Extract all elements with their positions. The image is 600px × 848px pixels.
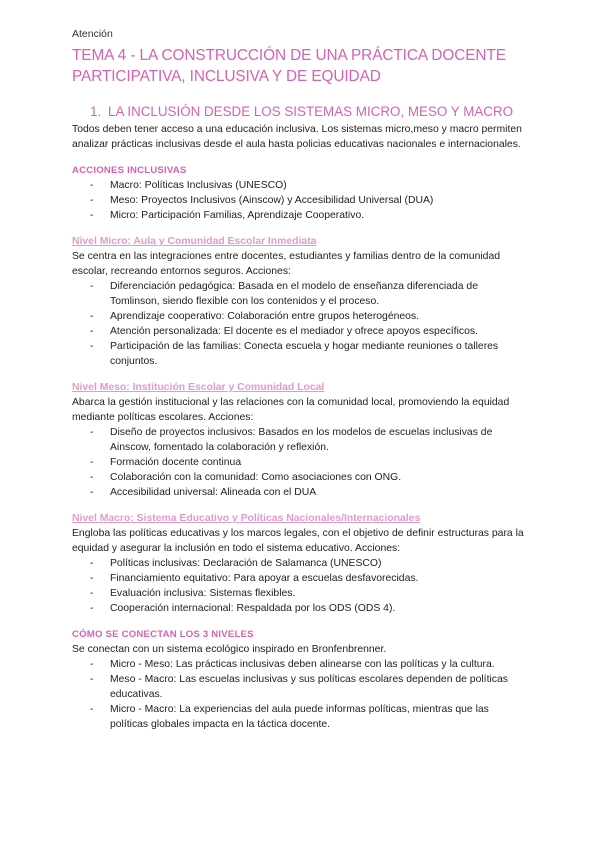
micro-list — [72, 279, 528, 369]
acciones-heading: ACCIONES INCLUSIVAS — [72, 165, 187, 176]
list-item: - Diseño de proyectos inclusivos: Basados en los modelos de escuelas inclusivas de Ainscow, fomentado la colaboración y reflexión. — [90, 427, 493, 453]
acciones-list — [72, 178, 528, 223]
document-page — [72, 28, 528, 732]
list-item: - Financiamiento equitativo: Para apoyar a escuelas desfavorecidas. — [90, 573, 419, 584]
list-item: - Aprendizaje cooperativo: Colaboración entre grupos heterogéneos. — [90, 311, 420, 322]
list-item: - Políticas inclusivas: Declaración de Salamanca (UNESCO) — [90, 558, 382, 569]
section-number: 1. — [90, 104, 102, 119]
meso-heading: Nivel Meso: Institución Escolar y Comunidad Local — [72, 382, 325, 393]
conexion-heading: CÓMO SE CONECTAN LOS 3 NIVELES — [72, 629, 254, 640]
section-intro: Todos deben tener acceso a una educación inclusiva. Los sistemas micro,meso y macro permiten analizar prácticas inclusivas desde el aula hasta policias educativas nacionales e internacionales. — [72, 124, 522, 150]
micro-heading: Nivel Micro: Aula y Comunidad Escolar Inmediata — [72, 236, 317, 247]
list-item: - Meso: Proyectos Inclusivos (Ainscow) y Accesibilidad Universal (DUA) — [90, 195, 434, 206]
header-label: Atención — [72, 28, 113, 40]
section-heading-text: LA INCLUSIÓN DESDE LOS SISTEMAS MICRO, MESO Y MACRO — [108, 104, 514, 119]
list-item: - Evaluación inclusiva: Sistemas flexibles. — [90, 588, 296, 599]
list-item: - Micro - Macro: La experiencias del aula puede informas políticas, mientras que las políticas globales impacta en la táctica docente. — [90, 704, 489, 730]
list-item: - Formación docente continua — [90, 457, 242, 468]
list-item: - Participación de las familias: Conecta escuela y hogar mediante reuniones o talleres conjuntos. — [90, 341, 499, 367]
list-item: - Cooperación internacional: Respaldada por los ODS (ODS 4). — [90, 603, 396, 614]
micro-intro: Se centra en las integraciones entre docentes, estudiantes y familias dentro de la comunidad escolar, recreando entornos seguros. Acciones: — [72, 251, 501, 277]
list-item: - Micro: Participación Familias, Aprendizaje Cooperativo. — [90, 210, 365, 221]
macro-heading: Nivel Macro: Sistema Educativo y Políticas Nacionales/Internacionales — [72, 513, 421, 524]
conexion-intro: Se conectan con un sistema ecológico inspirado en Bronfenbrenner. — [72, 644, 387, 655]
conexion-list — [72, 657, 528, 732]
list-item: - Atención personalizada: El docente es el mediador y ofrece apoyos específicos. — [90, 326, 478, 337]
meso-intro: Abarca la gestión institucional y las relaciones con la comunidad local, promoviendo la equidad mediante políticas escolares. Acciones: — [72, 397, 510, 423]
list-item: - Micro - Meso: Las prácticas inclusivas deben alinearse con las políticas y la cultura. — [90, 659, 495, 670]
list-item: - Colaboración con la comunidad: Como asociaciones con ONG. — [90, 472, 402, 483]
list-item: - Meso - Macro: Las escuelas inclusivas y sus políticas escolares dependen de políticas educativas. — [90, 674, 508, 700]
meso-list — [72, 425, 528, 500]
list-item: - Accesibilidad universal: Alineada con el DUA — [90, 487, 317, 498]
list-item: - Macro: Políticas Inclusivas (UNESCO) — [90, 180, 287, 191]
macro-list — [72, 556, 528, 616]
list-item: - Diferenciación pedagógica: Basada en el modelo de enseñanza diferenciada de Tomlinson, siendo flexible con los contenidos y el proceso. — [90, 281, 478, 307]
page-title: TEMA 4 - LA CONSTRUCCIÓN DE UNA PRÁCTICA DOCENTE PARTICIPATIVA, INCLUSIVA Y DE EQUIDAD — [72, 47, 506, 85]
macro-intro: Engloba las políticas educativas y los marcos legales, con el objetivo de definir estructuras para la equidad y asegurar la inclusión en todo el sistema educativo. Acciones: — [72, 528, 524, 554]
section-heading — [72, 103, 528, 120]
